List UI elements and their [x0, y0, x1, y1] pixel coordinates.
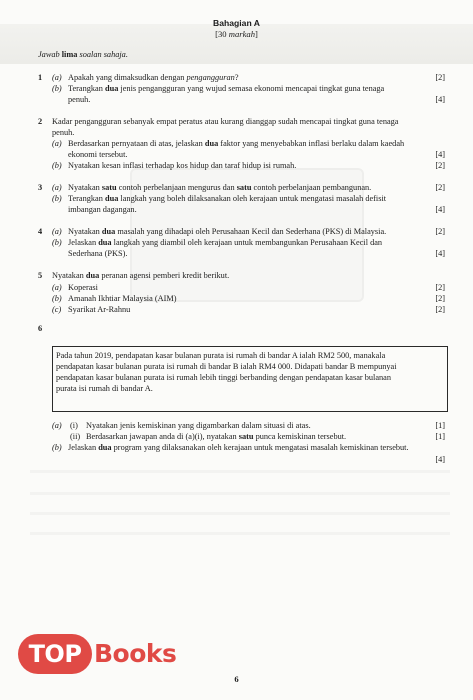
mark: [2]: [435, 73, 445, 82]
section-title: Bahagian A: [213, 18, 260, 28]
q5-item: Koperasi: [68, 283, 98, 292]
question-number: 3: [38, 183, 43, 192]
print-through-line: [30, 512, 450, 515]
q6ai-text: Nyatakan jenis kemiskinan yang digambarkan dalam situasi di atas.: [86, 421, 311, 430]
mark: [2]: [435, 161, 445, 170]
section-marks: [30 markah]: [215, 29, 258, 39]
part-label: (b): [52, 294, 62, 303]
case-line: purata isi rumah di bandar A.: [56, 384, 153, 393]
part-label: (a): [52, 183, 62, 192]
mark: [2]: [435, 305, 445, 314]
q1b-text-line1: Terangkan dua jenis pengangguran yang wujud semasa ekonomi mencapai tingkat guna tenaga: [68, 84, 385, 93]
q2-stem-line1: Kadar pengangguran sebanyak empat peratus atau kurang dianggap sudah mencapai tingkat guna tenaga: [52, 117, 399, 126]
question-number: 2: [38, 117, 43, 126]
case-line: pendapatan kasar bulanan purata isi rumah di bandar B ialah RM4 000. Didapati bandar B mempunyai: [56, 362, 397, 371]
q4a-text: Nyatakan dua masalah yang dihadapi oleh Perusahaan Kecil dan Sederhana (PKS) di Malaysia.: [68, 227, 387, 236]
q2a-text-line2: ekonomi tersebut.: [68, 150, 128, 159]
part-label: (a): [52, 227, 62, 236]
question-number: 1: [38, 73, 43, 82]
sub-label: (ii): [70, 432, 81, 441]
q2a-text-line1: Berdasarkan pernyataan di atas, jelaskan dua faktor yang menyebabkan inflasi berlaku dalam kaedah: [68, 139, 405, 148]
instruction: Jawab lima soalan sahaja.: [38, 50, 128, 59]
part-label: (a): [52, 283, 62, 292]
mark: [4]: [435, 95, 445, 104]
mark: [2]: [435, 227, 445, 236]
q2-stem-line2: penuh.: [52, 128, 75, 137]
part-label: (b): [52, 161, 62, 170]
print-through-line: [30, 532, 450, 535]
q2b-text: Nyatakan kesan inflasi terhadap kos hidup dan taraf hidup isi rumah.: [68, 161, 297, 170]
logo-top-badge: TOP: [18, 634, 92, 674]
part-label: (b): [52, 84, 62, 93]
q4b-text-line1: Jelaskan dua langkah yang diambil oleh kerajaan untuk membangunkan Perusahaan Kecil dan: [68, 238, 383, 247]
part-label: (a): [52, 139, 62, 148]
question-number: 4: [38, 227, 43, 236]
print-through-line: [30, 470, 450, 473]
part-label: (b): [52, 194, 62, 203]
mark: [1]: [435, 421, 445, 430]
q5-item: Syarikat Ar-Rahnu: [68, 305, 131, 314]
part-label: (c): [52, 305, 62, 314]
q1a-text: Apakah yang dimaksudkan dengan pengangguran?: [68, 73, 239, 82]
page-number: 6: [234, 674, 239, 684]
print-through-line: [30, 492, 450, 495]
q1b-text-line2: penuh.: [68, 95, 91, 104]
mark: [1]: [435, 432, 445, 441]
q6b-text: Jelaskan dua program yang dilaksanakan oleh kerajaan untuk mengatasi masalah kemiskinan tersebut.: [68, 443, 409, 452]
q6aii-text: Berdasarkan jawapan anda di (a)(i), nyatakan satu punca kemiskinan tersebut.: [86, 432, 347, 441]
q4b-text-line2: Sederhana (PKS).: [68, 249, 128, 258]
q5-stem: Nyatakan dua peranan agensi pemberi kredit berikut.: [52, 271, 230, 280]
logo-books-text: Books: [94, 639, 177, 668]
topbooks-logo: [18, 634, 193, 674]
mark: [4]: [435, 455, 445, 464]
mark: [4]: [435, 150, 445, 159]
question-number: 5: [38, 271, 43, 280]
part-label: (b): [52, 443, 62, 452]
case-line: Pada tahun 2019, pendapatan kasar bulanan purata isi rumah di bandar A ialah RM2 500, manakala: [56, 351, 386, 360]
q3b-text-line2: imbangan dagangan.: [68, 205, 137, 214]
sub-label: (i): [70, 421, 78, 430]
mark: [4]: [435, 249, 445, 258]
part-label: (a): [52, 73, 62, 82]
mark: [2]: [435, 183, 445, 192]
part-label: (b): [52, 238, 62, 247]
mark: [4]: [435, 205, 445, 214]
mark: [2]: [435, 283, 445, 292]
part-label: (a): [52, 421, 62, 430]
mark: [2]: [435, 294, 445, 303]
q3a-text: Nyatakan satu contoh perbelanjaan mengurus dan satu contoh perbelanjaan pembangunan.: [68, 183, 372, 192]
q5-item: Amanah Ikhtiar Malaysia (AIM): [68, 294, 177, 303]
case-line: pendapatan kasar bulanan purata isi rumah lebih tinggi berbanding dengan pendapatan kasar bulanan: [56, 373, 391, 382]
q3b-text-line1: Terangkan dua langkah yang boleh dilaksanakan oleh kerajaan untuk mengatasi masalah defisit: [68, 194, 387, 203]
question-number: 6: [38, 324, 43, 333]
